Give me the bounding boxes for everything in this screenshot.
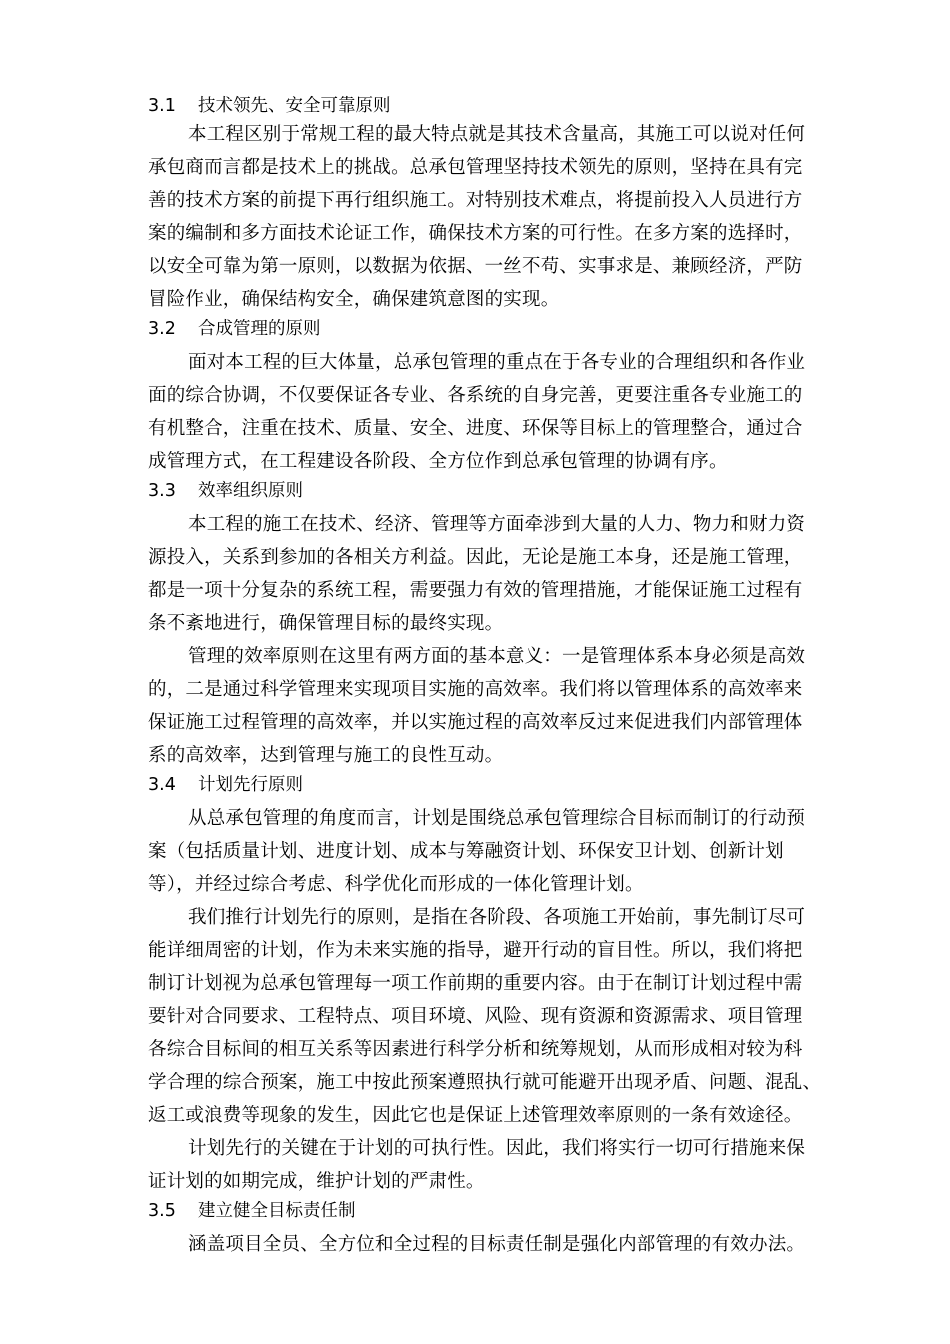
body-text-line: 的，二是通过科学管理来实现项目实施的高效率。我们将以管理体系的高效率来 — [148, 679, 803, 700]
body-text-line: 本工程的施工在技术、经济、管理等方面牵涉到大量的人力、物力和财力资 — [188, 514, 806, 535]
body-text-line: 冒险作业，确保结构安全，确保建筑意图的实现。 — [148, 289, 560, 310]
body-text-line: 案的编制和多方面技术论证工作，确保技术方案的可行性。在多方案的选择时， — [148, 223, 803, 244]
body-text-line: 返工或浪费等现象的发生，因此它也是保证上述管理效率原则的一条有效途径。 — [148, 1105, 803, 1126]
body-text-line: 有机整合，注重在技术、质量、安全、进度、环保等目标上的管理整合，通过合 — [148, 418, 803, 439]
section-number: 3.5 — [148, 1201, 176, 1221]
section-heading — [148, 315, 321, 340]
section-heading — [148, 771, 303, 796]
body-text-line: 计划先行的关键在于计划的可执行性。因此，我们将实行一切可行措施来保 — [188, 1138, 806, 1159]
section-number: 3.2 — [148, 319, 176, 339]
section-title: 计划先行原则 — [198, 775, 303, 795]
body-text-line: 系的高效率，达到管理与施工的良性互动。 — [148, 745, 504, 766]
body-text-line: 源投入，关系到参加的各相关方利益。因此，无论是施工本身，还是施工管理， — [148, 547, 803, 568]
body-text-line: 要针对合同要求、工程特点、项目环境、风险、现有资源和资源需求、项目管理 — [148, 1006, 803, 1027]
section-heading — [148, 477, 303, 502]
body-text-line: 从总承包管理的角度而言，计划是围绕总承包管理综合目标而制订的行动预 — [188, 808, 806, 829]
section-number: 3.1 — [148, 96, 176, 116]
body-text-line: 等），并经过综合考虑、科学优化而形成的一体化管理计划。 — [148, 874, 644, 895]
section-title: 技术领先、安全可靠原则 — [198, 96, 391, 116]
body-text-line: 各综合目标间的相互关系等因素进行科学分析和统筹规划，从而形成相对较为科 — [148, 1039, 803, 1060]
body-text-line: 保证施工过程管理的高效率，并以实施过程的高效率反过来促进我们内部管理体 — [148, 712, 803, 733]
body-text-line: 承包商而言都是技术上的挑战。总承包管理坚持技术领先的原则，坚持在具有完 — [148, 157, 803, 178]
body-text-line: 成管理方式，在工程建设各阶段、全方位作到总承包管理的协调有序。 — [148, 451, 728, 472]
body-text-line: 我们推行计划先行的原则，是指在各阶段、各项施工开始前，事先制订尽可 — [188, 907, 806, 928]
section-number: 3.4 — [148, 775, 176, 795]
body-text-line: 善的技术方案的前提下再行组织施工。对特别技术难点，将提前投入人员进行方 — [148, 190, 803, 211]
body-text-line: 学合理的综合预案，施工中按此预案遵照执行就可能避开出现矛盾、问题、混乱、 — [148, 1072, 822, 1093]
body-text-line: 条不紊地进行，确保管理目标的最终实现。 — [148, 613, 504, 634]
body-text-line: 案（包括质量计划、进度计划、成本与筹融资计划、环保安卫计划、创新计划 — [148, 841, 784, 862]
section-number: 3.3 — [148, 481, 176, 501]
section-title: 效率组织原则 — [198, 481, 303, 501]
body-text-line: 涵盖项目全员、全方位和全过程的目标责任制是强化内部管理的有效办法。 — [188, 1234, 806, 1255]
body-text-line: 制订计划视为总承包管理每一项工作前期的重要内容。由于在制订计划过程中需 — [148, 973, 803, 994]
body-text-line: 证计划的如期完成，维护计划的严肃性。 — [148, 1171, 485, 1192]
body-text-line: 能详细周密的计划，作为未来实施的指导，避开行动的盲目性。所以，我们将把 — [148, 940, 803, 961]
section-heading — [148, 1197, 356, 1222]
section-title: 建立健全目标责任制 — [198, 1201, 356, 1221]
section-title: 合成管理的原则 — [198, 319, 321, 339]
body-text-line: 本工程区别于常规工程的最大特点就是其技术含量高，其施工可以说对任何 — [188, 124, 806, 145]
body-text-line: 都是一项十分复杂的系统工程，需要强力有效的管理措施，才能保证施工过程有 — [148, 580, 803, 601]
body-text-line: 以安全可靠为第一原则，以数据为依据、一丝不苟、实事求是、兼顾经济，严防 — [148, 256, 803, 277]
body-text-line: 管理的效率原则在这里有两方面的基本意义：一是管理体系本身必须是高效 — [188, 646, 806, 667]
body-text-line: 面对本工程的巨大体量，总承包管理的重点在于各专业的合理组织和各作业 — [188, 352, 806, 373]
section-heading — [148, 92, 391, 117]
body-text-line: 面的综合协调，不仅要保证各专业、各系统的自身完善，更要注重各专业施工的 — [148, 385, 803, 406]
